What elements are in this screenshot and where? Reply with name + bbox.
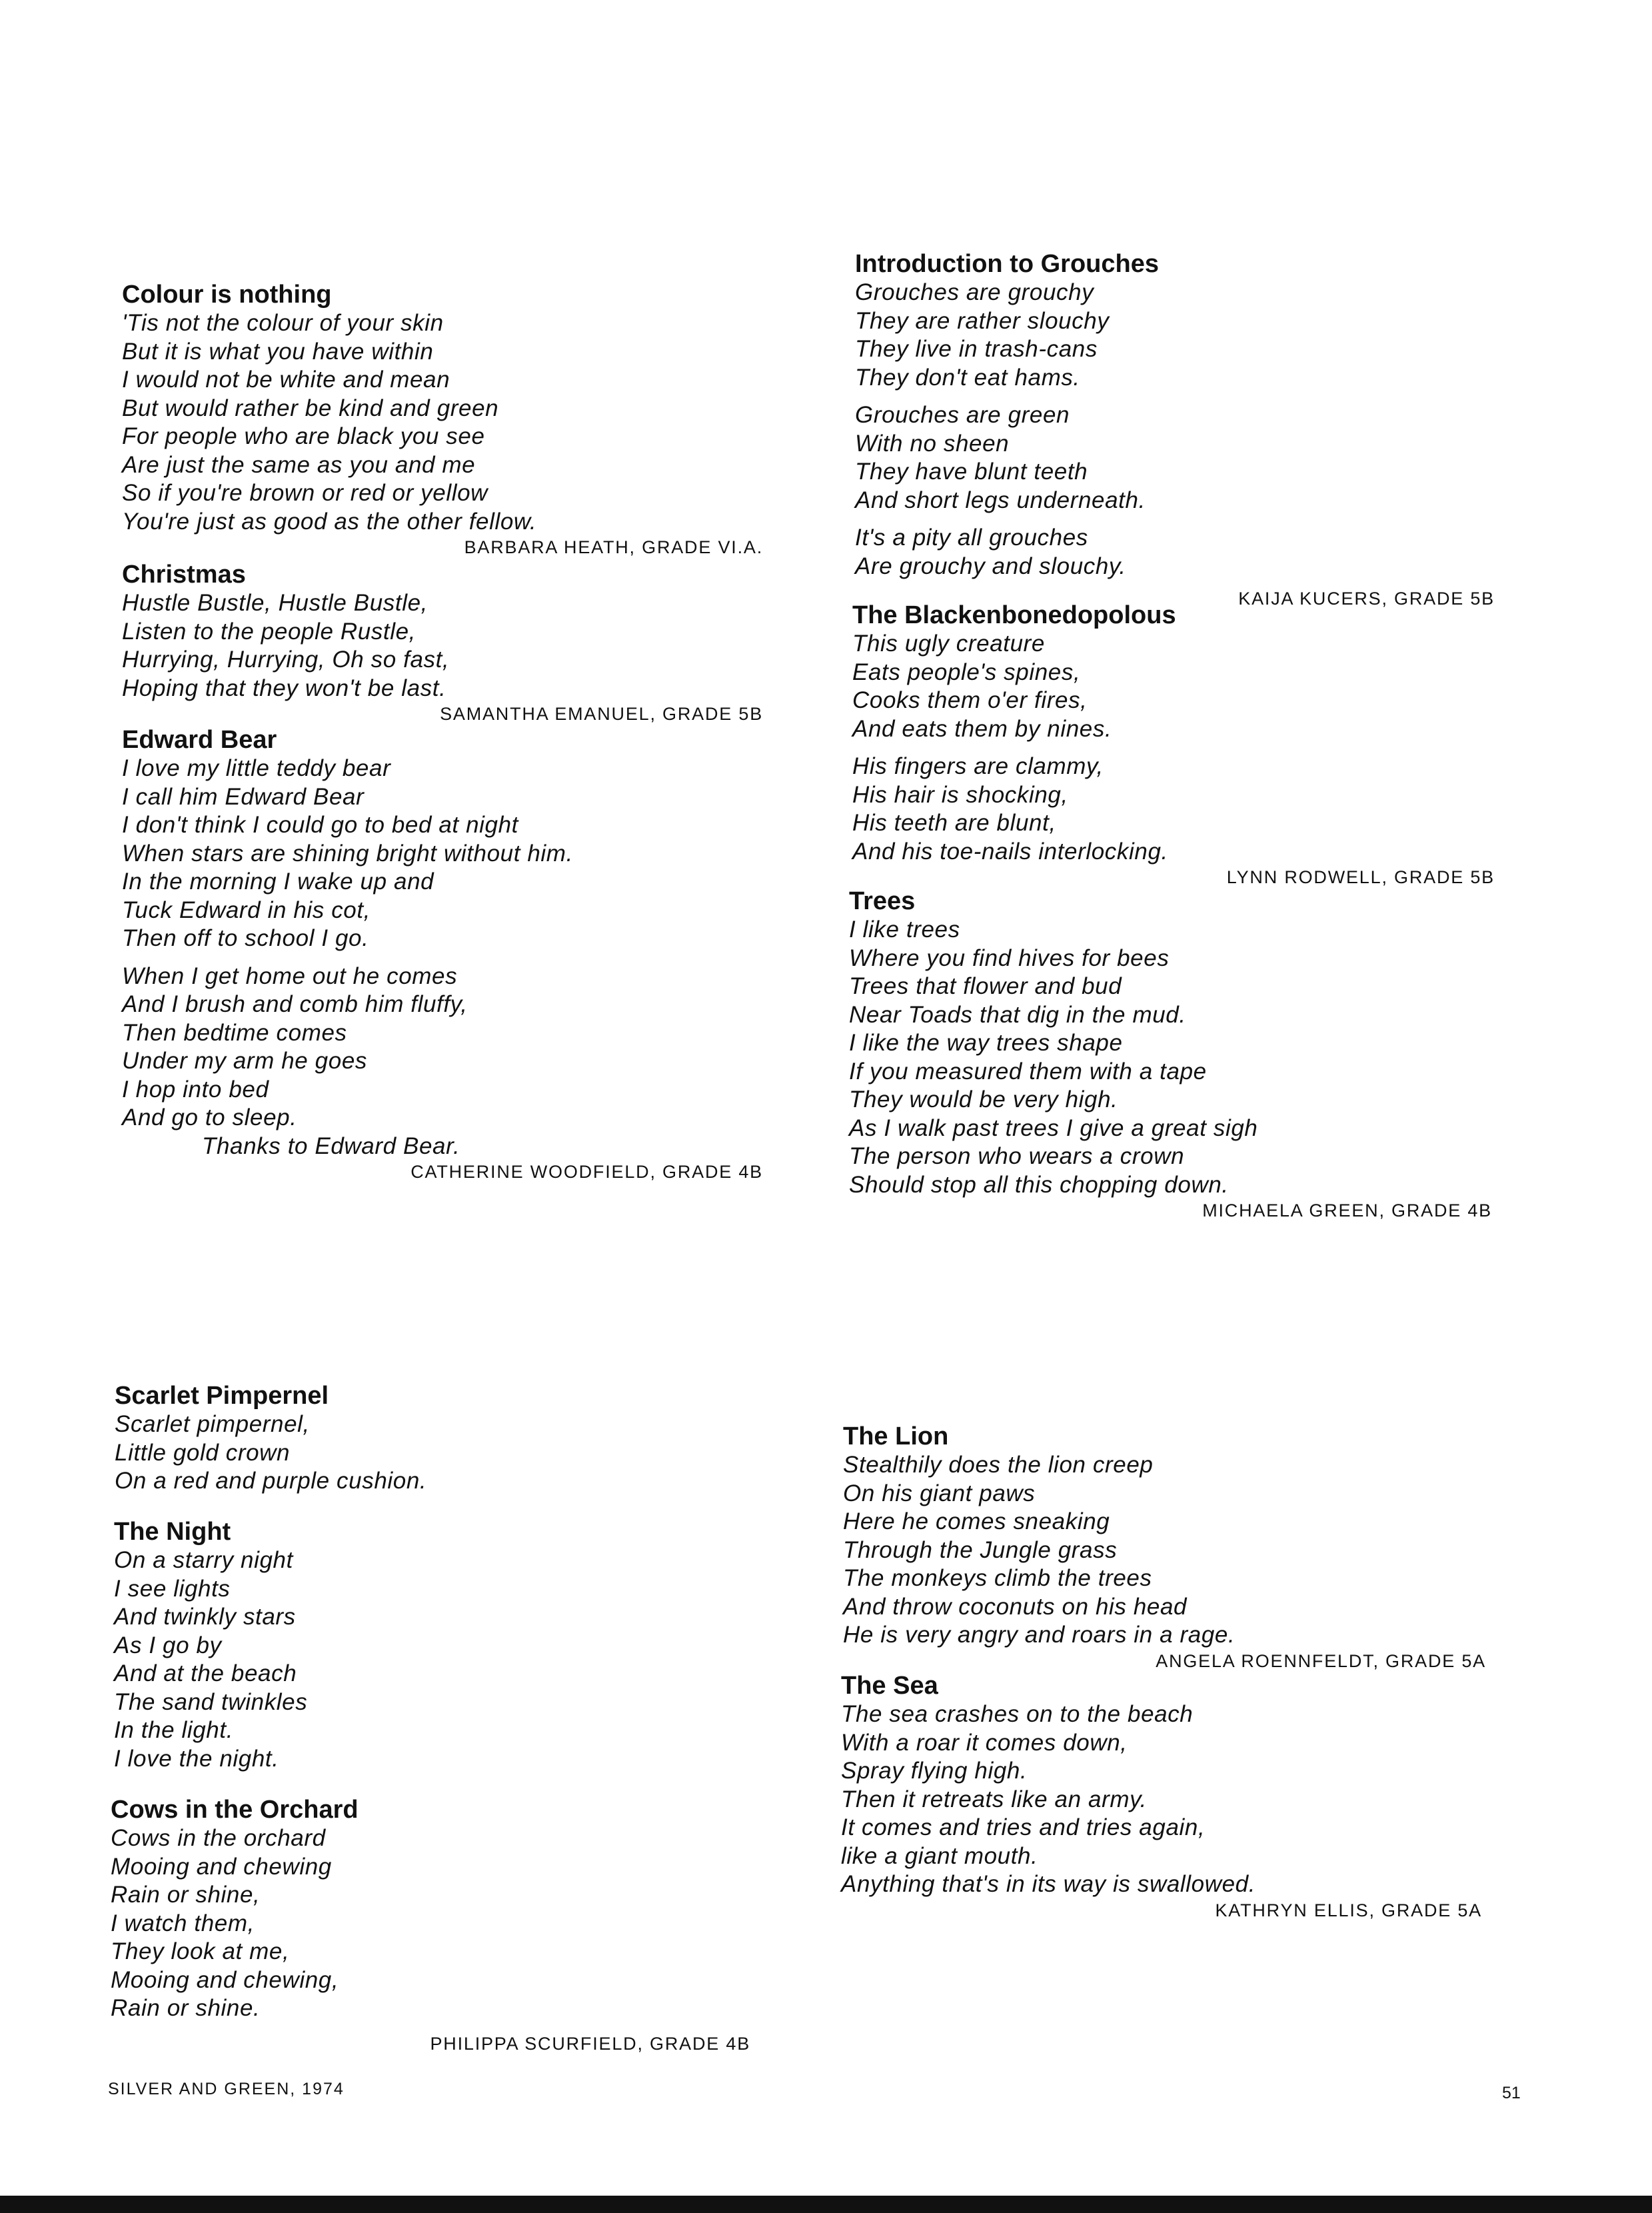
stanza [122, 963, 763, 1161]
poem-title: Colour is nothing [122, 281, 332, 309]
poem-line: Anything that's in its way is swallowed. [841, 1871, 1256, 1897]
poem-introduction-to-grouches [855, 249, 1495, 610]
stanza [114, 1546, 754, 1773]
poem-line: I like trees [849, 917, 960, 943]
poem-line: I watch them, [111, 1910, 255, 1936]
poem-line: Are grouchy and slouchy. [855, 553, 1126, 579]
poem-title: Edward Bear [122, 726, 277, 754]
poem-line: I call him Edward Bear [122, 783, 365, 810]
poem-line: Mooing and chewing [111, 1853, 332, 1880]
stanza [841, 1700, 1482, 1899]
stanza [115, 1410, 754, 1496]
poem-title: Scarlet Pimpernel [115, 1382, 329, 1410]
poem-line: Trees that flower and bud [849, 973, 1122, 999]
poem-author: KATHRYN ELLIS, GRADE 5A [1215, 1900, 1482, 1920]
poem-line: Listen to the people Rustle, [122, 618, 416, 645]
poem-title: Cows in the Orchard [111, 1796, 359, 1824]
poem-edward-bear [122, 725, 763, 1183]
poem-author: CATHERINE WOODFIELD, GRADE 4B [411, 1162, 763, 1182]
poem-line: And go to sleep. [122, 1105, 297, 1130]
stanza [852, 753, 1495, 866]
poem-line: Should stop all this chopping down. [849, 1171, 1229, 1198]
poem-line: But it is what you have within [122, 338, 434, 365]
poem-line: Are just the same as you and me [122, 451, 476, 478]
poem-line: 'Tis not the colour of your skin [122, 310, 444, 336]
poem-line: It comes and tries and tries again, [841, 1814, 1206, 1840]
poem-line: The person who wears a crown [849, 1143, 1185, 1169]
stanza [122, 309, 763, 536]
poem-line: The monkeys climb the trees [843, 1565, 1152, 1591]
poem-line: They are rather slouchy [855, 307, 1110, 334]
poem-line: So if you're brown or red or yellow [122, 480, 488, 506]
poem-line: It's a pity all grouches [855, 525, 1088, 551]
poem-line: And I brush and comb him fluffy, [122, 991, 468, 1017]
poem-line: Grouches are grouchy [855, 279, 1094, 305]
poem-line: With a roar it comes down, [841, 1729, 1128, 1756]
stanza [849, 916, 1492, 1199]
poem-line: Hurrying, Hurrying, Oh so fast, [122, 647, 450, 673]
page-number: 51 [1502, 2084, 1521, 2102]
poem-line: In the morning I wake up and [122, 869, 434, 895]
poem-line: On his giant paws [843, 1480, 1036, 1506]
stanza [855, 524, 1495, 581]
poem-line: The sea crashes on to the beach [841, 1701, 1194, 1727]
stanza [855, 401, 1495, 515]
poem-author: ANGELA ROENNFELDT, GRADE 5A [1156, 1650, 1486, 1671]
poem-scarlet-pimpernel [115, 1381, 754, 1505]
poem-line: And at the beach [114, 1660, 297, 1686]
poem-blackenbonedopolous [852, 601, 1495, 889]
poem-line: And eats them by nines. [852, 715, 1112, 742]
poem-colour-is-nothing [122, 280, 763, 559]
poem-line: Rain or shine, [111, 1882, 261, 1908]
poem-line: Where you find hives for bees [849, 945, 1170, 971]
poem-line: I don't think I could go to bed at night [122, 812, 518, 838]
poem-line: I see lights [114, 1575, 231, 1602]
poem-line: I love the night. [114, 1745, 279, 1772]
stanza [855, 279, 1495, 392]
poem-author: KAIJA KUCERS, GRADE 5B [1238, 589, 1495, 609]
poem-line: With no sheen [855, 430, 1010, 457]
poem-line: Tuck Edward in his cot, [122, 897, 371, 923]
poem-line: Hustle Bustle, Hustle Bustle, [122, 590, 428, 616]
poem-line: This ugly creature [852, 631, 1045, 657]
poem-line: Near Toads that dig in the mud. [849, 1001, 1186, 1028]
footer-publication: SILVER AND GREEN, 1974 [108, 2080, 345, 2098]
poem-line: For people who are black you see [122, 423, 485, 449]
poem-title: The Night [114, 1518, 231, 1546]
poem-line: like a giant mouth. [841, 1842, 1038, 1869]
poem-line: Rain or shine. [111, 1995, 261, 2021]
poem-title: The Sea [841, 1672, 938, 1700]
poem-line: Here he comes sneaking [843, 1508, 1110, 1534]
poem-line: His fingers are clammy, [852, 753, 1104, 779]
poem-line: I love my little teddy bear [122, 755, 391, 781]
poem-title: Introduction to Grouches [855, 250, 1159, 278]
poem-trees [849, 887, 1492, 1222]
poem-christmas [122, 560, 763, 725]
poem-line: On a red and purple cushion. [115, 1468, 427, 1494]
poem-line: As I walk past trees I give a great sigh [849, 1114, 1258, 1141]
stanza [843, 1451, 1486, 1650]
poem-cows-in-the-orchard [111, 1795, 750, 2055]
poem-line: Eats people's spines, [852, 659, 1081, 685]
poem-line: Then off to school I go. [122, 925, 369, 951]
poem-title: The Lion [843, 1422, 949, 1450]
poem-line: Cooks them o'er fires, [852, 687, 1088, 713]
poem-line: Scarlet pimpernel, [115, 1411, 310, 1437]
poem-the-lion [843, 1422, 1486, 1672]
poem-line: The sand twinkles [114, 1688, 308, 1715]
stanza [122, 755, 763, 953]
poem-line: Grouches are green [855, 402, 1070, 428]
poem-line: Mooing and chewing, [111, 1966, 339, 1993]
poem-author: MICHAELA GREEN, GRADE 4B [1202, 1200, 1492, 1220]
poem-line: When stars are shining bright without him. [122, 840, 573, 867]
scan-edge-bar [0, 2196, 1652, 2213]
poem-line: If you measured them with a tape [849, 1058, 1207, 1085]
poem-the-sea [841, 1671, 1482, 1922]
poem-line: Thanks to Edward Bear. [202, 1132, 460, 1159]
poem-line: They have blunt teeth [855, 459, 1088, 485]
poem-author: LYNN RODWELL, GRADE 5B [1226, 867, 1495, 887]
poem-line: When I get home out he comes [122, 963, 458, 989]
poem-author: BARBARA HEATH, GRADE VI.A. [464, 537, 763, 557]
poem-line: I would not be white and mean [122, 367, 450, 393]
poem-line: Under my arm he goes [122, 1048, 367, 1074]
poem-author: PHILIPPA SCURFIELD, GRADE 4B [430, 2033, 750, 2054]
poem-title: The Blackenbonedopolous [852, 601, 1176, 629]
poem-line: I hop into bed [122, 1076, 269, 1103]
poem-line: His hair is shocking, [852, 781, 1068, 808]
poem-line: He is very angry and roars in a rage. [843, 1622, 1236, 1648]
stanza [111, 1824, 750, 2023]
poem-the-night [114, 1517, 754, 1782]
poem-line: They look at me, [111, 1938, 290, 1964]
poem-line: And twinkly stars [114, 1604, 296, 1630]
poem-line: Through the Jungle grass [843, 1536, 1118, 1563]
poem-line: And throw coconuts on his head [843, 1593, 1188, 1620]
poem-line: Little gold crown [115, 1439, 291, 1466]
stanza [852, 630, 1495, 743]
poem-line: And short legs underneath. [855, 487, 1146, 513]
poem-line: On a starry night [114, 1547, 293, 1573]
poem-line: Spray flying high. [841, 1758, 1028, 1784]
poem-line: Cows in the orchard [111, 1825, 326, 1851]
poem-line: They would be very high. [849, 1087, 1118, 1112]
poem-line: In the light. [114, 1717, 234, 1743]
poem-line: As I go by [114, 1632, 222, 1658]
poem-line: I like the way trees shape [849, 1030, 1123, 1056]
poem-title: Christmas [122, 561, 246, 589]
poem-line: Then bedtime comes [122, 1019, 347, 1046]
stanza [122, 589, 763, 703]
poem-line: They live in trash-cans [855, 336, 1098, 362]
poem-line: Then it retreats like an army. [841, 1786, 1147, 1812]
poem-line: Stealthily does the lion creep [843, 1452, 1154, 1478]
poem-author: SAMANTHA EMANUEL, GRADE 5B [440, 704, 763, 724]
poem-line: They don't eat hams. [855, 364, 1080, 391]
poem-title: Trees [849, 887, 916, 915]
poem-line: And his toe-nails interlocking. [852, 838, 1168, 865]
poem-line: But would rather be kind and green [122, 395, 499, 421]
poem-line: You're just as good as the other fellow. [122, 508, 537, 535]
poem-line: Hoping that they won't be last. [122, 675, 446, 701]
poem-line: His teeth are blunt, [852, 810, 1056, 836]
